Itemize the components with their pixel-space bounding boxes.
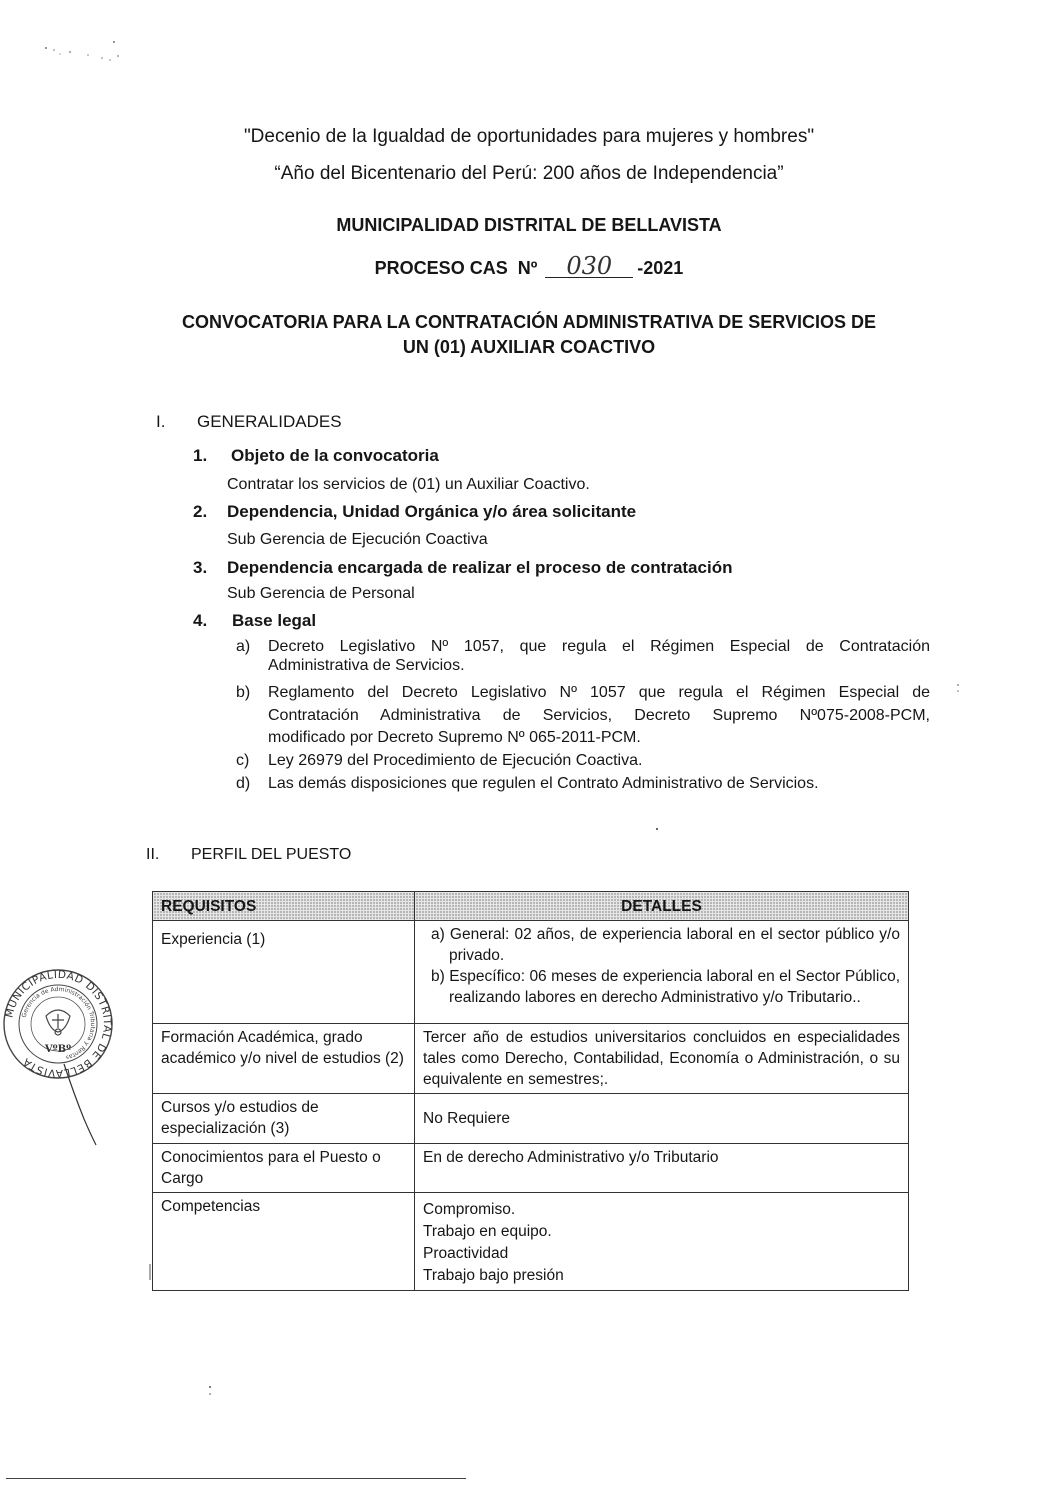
legal-a-line-1: Decreto Legislativo Nº 1057, que regula el Régimen Especial de Contratación — [268, 638, 930, 655]
scan-mark — [146, 1262, 154, 1282]
legal-b-line-1: Reglamento del Decreto Legislativo Nº 1057 que regula el Régimen Especial de — [268, 684, 930, 701]
detail-line: Trabajo bajo presión — [423, 1267, 564, 1284]
table-header-row — [153, 892, 909, 921]
svg-text:VºBº: VºBº — [44, 1044, 72, 1055]
detail-line: b) Específico: 06 meses de experiencia laboral en el Sector Público, realizando labores en derecho Administrativo y/o Tributario.. — [431, 968, 900, 1006]
scan-speckle — [40, 38, 130, 68]
section-2-title: PERFIL DEL PUESTO — [191, 846, 352, 863]
process-cas-line — [0, 252, 1058, 280]
institution-name: MUNICIPALIDAD DISTRITAL DE BELLAVISTA — [336, 215, 722, 235]
item-3-number: 3. — [193, 558, 208, 577]
perfil-table — [152, 891, 909, 1291]
req-conocimientos: Conocimientos para el Puesto o Cargo — [153, 1144, 415, 1193]
legal-b-line-3: modificado por Decreto Supremo Nº 065-2011-PCM. — [268, 729, 641, 746]
item-2-number: 2. — [193, 502, 208, 521]
legal-b-line-2: Contratación Administrativa de Servicios, Decreto Supremo Nº075-2008-PCM, — [268, 707, 930, 724]
scan-dot — [654, 826, 660, 832]
table-row — [153, 921, 909, 1024]
legal-d-letter: d) — [236, 775, 251, 792]
motto-line-2: “Año del Bicentenario del Perú: 200 años de Independencia” — [274, 163, 784, 184]
header-requisitos: REQUISITOS — [153, 892, 415, 921]
details-conocimientos: En de derecho Administrativo y/o Tributario — [415, 1144, 909, 1193]
details-experiencia — [415, 921, 909, 1024]
section-2-numeral: II. — [146, 846, 160, 863]
detail-line: Trabajo en equipo. — [423, 1223, 552, 1240]
item-1-text: Contratar los servicios de (01) un Auxiliar Coactivo. — [227, 476, 590, 493]
process-prefix: PROCESO CAS Nº — [374, 258, 538, 278]
legal-b-letter: b) — [236, 684, 251, 701]
process-number: 030 — [545, 255, 633, 278]
detail-line: a) General: 02 años, de experiencia laboral en el sector público y/o privado. — [431, 926, 900, 964]
scan-dot — [955, 682, 961, 694]
bottom-rule — [6, 1478, 466, 1479]
legal-c-line-1: Ley 26979 del Procedimiento de Ejecución Coactiva. — [268, 752, 643, 769]
details-competencias — [415, 1193, 909, 1291]
details-cursos: No Requiere — [415, 1094, 909, 1144]
svg-text:Gerencia de Administración Tri: Gerencia de Administración Tributaria y Rentas — [20, 985, 97, 1062]
header-detalles: DETALLES — [415, 892, 909, 921]
item-3-text: Sub Gerencia de Personal — [227, 585, 415, 602]
details-formacion: Tercer año de estudios universitarios concluidos en especialidades tales como Derecho, Contabilidad, Economía o Administración, o su equivalente en semestres;. — [415, 1024, 909, 1094]
legal-d-line-1: Las demás disposiciones que regulen el Contrato Administrativo de Servicios. — [268, 775, 819, 792]
section-1-numeral: I. — [156, 412, 166, 431]
legal-c-letter: c) — [236, 752, 250, 769]
item-1-number: 1. — [193, 446, 208, 465]
item-3-title: Dependencia encargada de realizar el proceso de contratación — [227, 558, 733, 577]
req-competencias: Competencias — [153, 1193, 415, 1291]
signature-stroke — [60, 1060, 100, 1150]
table-row — [153, 1193, 909, 1291]
req-formacion: Formación Académica, grado académico y/o nivel de estudios (2) — [153, 1024, 415, 1094]
detail-line: Compromiso. — [423, 1201, 516, 1218]
motto-line-1: "Decenio de la Igualdad de oportunidades para mujeres y hombres" — [243, 126, 815, 147]
convocatoria-title-line-1: CONVOCATORIA PARA LA CONTRATACIÓN ADMINISTRATIVA DE SERVICIOS DE — [181, 312, 876, 332]
item-2-text: Sub Gerencia de Ejecución Coactiva — [227, 531, 488, 548]
section-1-title: GENERALIDADES — [197, 412, 342, 431]
req-experiencia: Experiencia (1) — [153, 921, 415, 1024]
item-4-title: Base legal — [232, 611, 317, 630]
item-1-title: Objeto de la convocatoria — [231, 446, 439, 465]
item-2-title: Dependencia, Unidad Orgánica y/o área solicitante — [227, 502, 637, 521]
convocatoria-title-line-2: UN (01) AUXILIAR COACTIVO — [402, 337, 656, 357]
legal-a-letter: a) — [236, 638, 251, 655]
svg-text:MUNICIPALIDAD DISTRITAL DE BEL: MUNICIPALIDAD DISTRITAL DE BELLAVISTA — [3, 968, 114, 1080]
scan-dot — [207, 1384, 213, 1396]
table-row — [153, 1094, 909, 1144]
req-cursos: Cursos y/o estudios de especialización (3) — [153, 1094, 415, 1144]
item-4-number: 4. — [193, 611, 208, 630]
table-row — [153, 1024, 909, 1094]
detail-line: Proactividad — [423, 1245, 509, 1262]
table-row — [153, 1144, 909, 1193]
process-suffix: -2021 — [637, 258, 684, 278]
legal-a-line-2: Administrativa de Servicios. — [268, 657, 465, 674]
